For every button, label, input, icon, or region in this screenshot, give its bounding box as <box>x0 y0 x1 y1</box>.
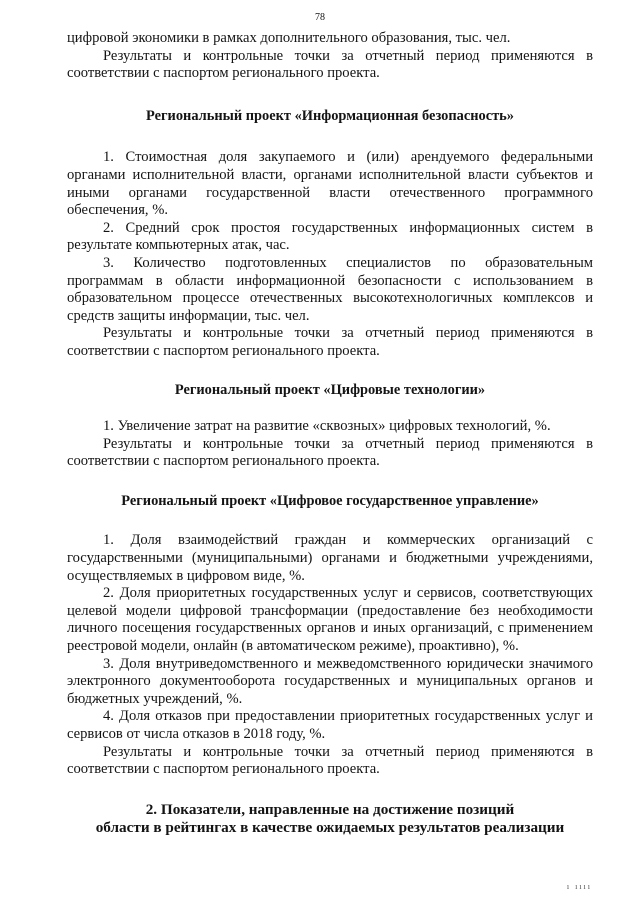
paragraph-results-note: Результаты и контрольные точки за отчетный период применяются в соответствии с паспортом регионального проекта. <box>67 435 593 470</box>
indicator-item-2: 2. Средний срок простоя государственных информационных систем в результате компьютерных атак, час. <box>67 219 593 254</box>
indicator-item-1: 1. Стоимостная доля закупаемого и (или) арендуемого федеральными органами исполнительной власти, органами исполнительной власти субъектов и иными органами государственной власти отечественного программного обеспечения, %. <box>67 149 593 219</box>
page-number: 78 <box>315 12 325 23</box>
page-content <box>67 30 593 837</box>
section-title-line-1: 2. Показатели, направленные на достижение позиций <box>145 800 515 818</box>
paragraph-results-note: Результаты и контрольные точки за отчетный период применяются в соответствии с паспортом регионального проекта. <box>67 47 593 82</box>
indicator-item-1: 1. Увеличение затрат на развитие «сквозных» цифровых технологий, %. <box>103 418 551 435</box>
heading-digital-technologies: Региональный проект «Цифровые технологии» <box>174 381 486 398</box>
paragraph-results-note: Результаты и контрольные точки за отчетный период применяются в соответствии с паспортом регионального проекта. <box>67 325 593 359</box>
paragraph-continuation: цифровой экономики в рамках дополнительного образования, тыс. чел. <box>67 30 511 46</box>
indicator-item-4: 4. Доля отказов при предоставлении приоритетных государственных услуг и сервисов от числа отказов в 2018 году, %. <box>67 708 593 742</box>
heading-information-security: Региональный проект «Информационная безопасность» <box>146 107 514 124</box>
heading-digital-public-administration: Региональный проект «Цифровое государственное управление» <box>121 492 539 509</box>
paragraph-results-note: Результаты и контрольные точки за отчетный период применяются в соответствии с паспортом регионального проекта. <box>67 743 593 778</box>
indicator-item-3: 3. Количество подготовленных специалистов по образовательным программам в области информационной безопасности с использованием в образовательном процессе отечественных высокотехнологичных комплексов и средств защиты информации, тыс. чел. <box>67 254 593 324</box>
indicator-item-2: 2. Доля приоритетных государственных услуг и сервисов, соответствующих целевой модели цифровой трансформации (предоставление без необходимости личного посещения государственных органов и иных организаций, с применением реестровой модели, онлайн (в автоматическом режиме), проактивно), %. <box>67 585 593 655</box>
section-title-line-2: области в рейтингах в качестве ожидаемых результатов реализации <box>95 818 565 836</box>
indicator-item-3: 3. Доля внутриведомственного и межведомственного юридически значимого электронного документооборота государственных и муниципальных органов и бюджетных учреждений, %. <box>67 655 593 707</box>
scan-marks: ı ıııı <box>566 882 592 891</box>
indicator-item-1: 1. Доля взаимодействий граждан и коммерческих организаций с государственными (муниципальными) органами и бюджетными учреждениями, осуществляемых в цифровом виде, %. <box>67 532 593 584</box>
